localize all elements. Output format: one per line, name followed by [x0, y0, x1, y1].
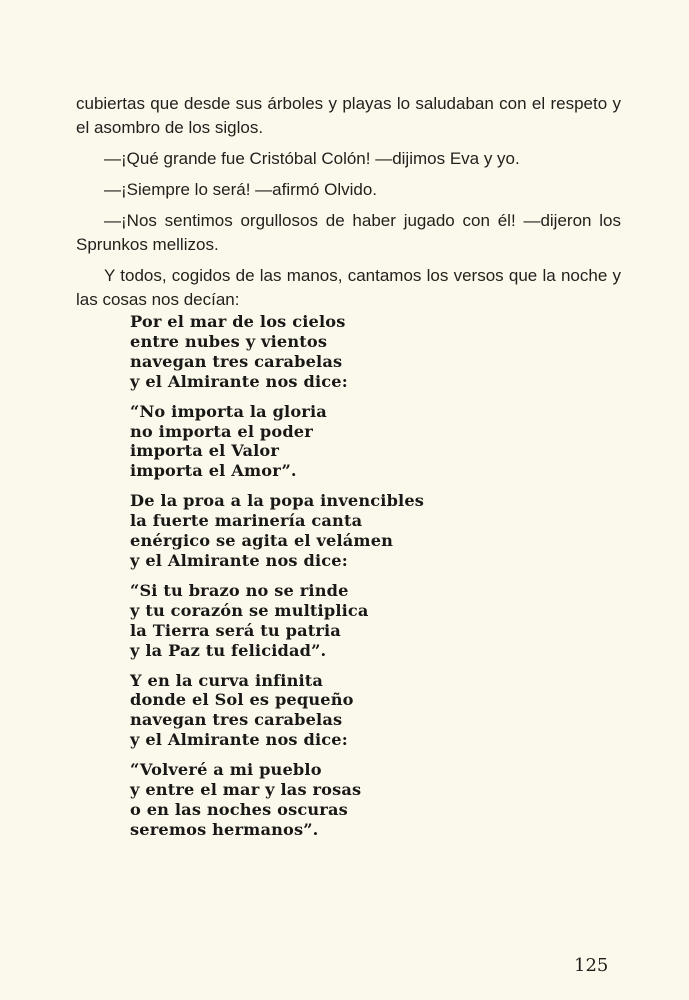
prose-text: [76, 92, 621, 319]
poem-line: la Tierra será tu patria: [130, 620, 341, 640]
poem-line: seremos hermanos”.: [130, 819, 319, 839]
poem-line: y el Almirante nos dice:: [130, 550, 348, 570]
poem-line: y tu corazón se multiplica: [130, 600, 369, 620]
poem-line: De la proa a la popa invencibles: [130, 491, 425, 511]
poem-line: Y en la curva infinita: [130, 670, 324, 690]
poem-stanza: [130, 671, 550, 751]
poem-line: “Si tu brazo no se rinde: [130, 580, 349, 600]
dialogue-line: —¡Siempre lo será! —afirmó Olvido.: [104, 180, 378, 199]
poem-line: navegan tres carabelas: [130, 351, 343, 371]
page-number: 125: [574, 955, 609, 976]
poem-line: y entre el mar y las rosas: [130, 780, 362, 800]
narrative-paragraph: Y todos, cogidos de las manos, cantamos los versos que la noche y las cosas nos decían:: [76, 266, 621, 309]
poem-line: y el Almirante nos dice:: [130, 730, 348, 750]
poem: [130, 312, 550, 850]
poem-line: “No importa la gloria: [130, 401, 327, 421]
dialogue-line: —¡Nos sentimos orgullosos de haber jugado con él! —dijeron los Sprunkos mellizos.: [76, 211, 621, 254]
poem-stanza: [130, 581, 550, 661]
poem-stanza: [130, 491, 550, 571]
poem-line: Por el mar de los cielos: [130, 312, 346, 331]
poem-line: y la Paz tu felicidad”.: [130, 640, 327, 660]
paragraph-continuation: cubiertas que desde sus árboles y playas lo saludaban con el respeto y el asombro de los siglos.: [76, 94, 621, 137]
poem-line: y el Almirante nos dice:: [130, 371, 348, 391]
poem-line: navegan tres carabelas: [130, 710, 343, 730]
poem-line: importa el Amor”.: [130, 461, 297, 481]
poem-line: enérgico se agita el velámen: [130, 531, 394, 551]
poem-stanza: [130, 760, 550, 840]
dialogue-line: —¡Qué grande fue Cristóbal Colón! —dijimos Eva y yo.: [104, 149, 520, 168]
poem-line: entre nubes y vientos: [130, 331, 328, 351]
poem-line: no importa el poder: [130, 421, 313, 441]
poem-stanza: [130, 402, 550, 482]
poem-line: donde el Sol es pequeño: [130, 690, 354, 710]
poem-stanza: [130, 312, 550, 392]
poem-line: la fuerte marinería canta: [130, 511, 363, 531]
poem-line: “Volveré a mi pueblo: [130, 760, 322, 780]
poem-line: importa el Valor: [130, 441, 280, 461]
poem-line: o en las noches oscuras: [130, 799, 348, 819]
